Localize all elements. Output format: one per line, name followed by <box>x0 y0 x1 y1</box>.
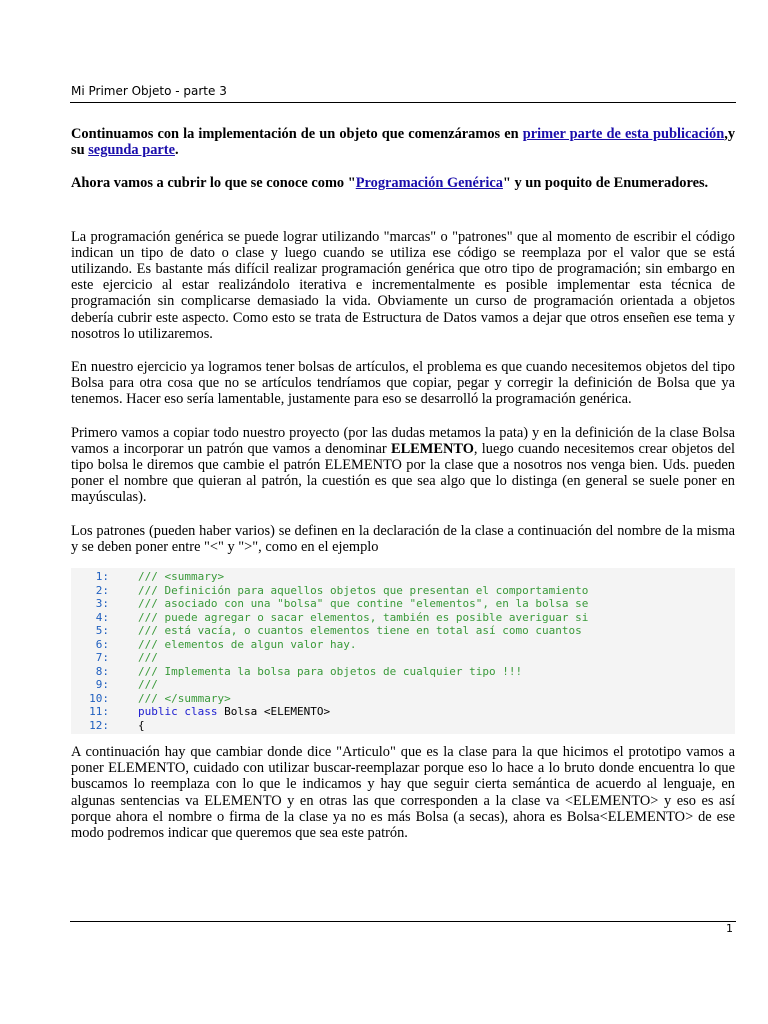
p3-element-keyword: ELEMENTO <box>390 440 474 457</box>
code-line <box>71 638 735 652</box>
line-number: 2: <box>95 583 109 597</box>
line-number: 8: <box>95 664 109 678</box>
code-comment: /// está vacía, o cuantos elementos tiene en total así como cuantos <box>138 624 582 638</box>
code-comment: /// puede agregar o sacar elementos, también es posible averiguar si <box>138 610 589 624</box>
p3-text-c: , luego cuando necesitemos crear objetos del tipo bolsa le diremos que cambie el patrón ELEMENTO por la clase que a nosotros nos venga bien. Uds. pueden poner el nombre que quieran al patrón, la cuestión es que sea algo que lo distinga (en general se suele poner en mayúsculas). <box>71 440 736 506</box>
paragraph-patterns-declaration: Los patrones (pueden haber varios) se definen en la declaración de la clase a continuación del nombre de la misma y se deben poner entre "<" y ">", como en el ejemplo <box>71 522 735 555</box>
intro-paragraph-1 <box>71 126 735 158</box>
code-line <box>71 692 735 706</box>
line-number: 10: <box>89 691 109 705</box>
line-number: 4: <box>95 610 109 624</box>
code-comment: /// <box>138 678 158 692</box>
code-comment: /// Implementa la bolsa para objetos de cualquier tipo !!! <box>138 664 523 678</box>
paragraph-replace-article: A continuación hay que cambiar donde dice "Articulo" que es la clase para la que hicimos el prototipo vamos a poner ELEMENTO, cuidado con utilizar buscar-reemplazar porque eso lo hace a lo bruto donde encuentra lo que buscamos lo reemplaza con lo que le indicamos y hay que seguir cierta semántica de acuerdo al lenguaje, en algunas sentencias va ELEMENTO y en otras las que corresponden a la clase va <ELEMENTO> y eso es así porque ahora el nombre o firma de la clase ya no es más Bolsa (a secas), ahora es Bolsa<ELEMENTO> de ese modo podremos indicar que queremos que sea este patrón. <box>71 744 735 842</box>
link-generic-programming[interactable]: Programación Genérica <box>355 175 503 192</box>
intro1-text-2: ,y su <box>71 126 736 159</box>
link-first-part[interactable]: primer parte de esta publicación <box>522 126 725 142</box>
code-brace: { <box>138 718 145 732</box>
code-line <box>71 584 735 598</box>
line-number: 12: <box>89 718 109 732</box>
line-number: 6: <box>95 637 109 651</box>
line-number: 9: <box>95 678 109 692</box>
code-comment: /// elementos de algun valor hay. <box>138 637 357 651</box>
intro1-text-1: Continuamos con la implementación de un objeto que comenzáramos en <box>71 126 523 142</box>
keyword-class: class <box>184 705 218 719</box>
paragraph-bags: En nuestro ejercicio ya logramos tener bolsas de artículos, el problema es que cuando necesitemos objetos del tipo Bolsa para otra cosa que no se artículos tendríamos que copiar, pegar y corregir la definición de Bolsa que ya tenemos. Hacer eso sería lamentable, justamente para eso se desarrolló la programación genérica. <box>71 359 735 408</box>
paragraph-generic-intro: La programación genérica se puede lograr utilizando "marcas" o "patrones" que al momento de escribir el código indican un tipo de dato o clase y luego cuando se utiliza ese código se reemplaza por el valor que se está utilizando. Es bastante más difícil realizar programación genérica que otro tipo de programación; sin embargo en este ejercicio al estar realizándolo iterativa e incrementalmente es posible implementar esta técnica de programación sin complicarse demasiado la vida. Obviamente un curso de programación orientada a objetos debería cubrir este aspecto. Como esto se trata de Estructura de Datos vamos a dejar que otros enseñen ese tema y nosotros lo utilizaremos. <box>71 228 735 342</box>
code-comment: /// asociado con una "bolsa" que contine "elementos", en la bolsa se <box>138 597 589 611</box>
keyword-public: public <box>138 705 178 719</box>
code-declaration <box>109 705 330 719</box>
document-body <box>71 126 735 841</box>
code-line <box>71 651 735 665</box>
paragraph-pattern <box>71 425 735 506</box>
line-number: 3: <box>95 597 109 611</box>
footer-rule <box>70 921 736 922</box>
code-line <box>71 624 735 638</box>
intro2-text-1: Ahora vamos a cubrir lo que se conoce como " <box>71 175 356 192</box>
code-line <box>71 719 735 733</box>
link-second-part[interactable]: segunda parte <box>88 142 175 159</box>
code-block <box>71 568 735 734</box>
header-rule <box>70 102 736 103</box>
line-number: 7: <box>95 651 109 665</box>
code-comment: /// <box>138 651 158 665</box>
line-number: 1: <box>95 570 109 584</box>
p3-text-a: Primero vamos a copiar todo nuestro proyecto (por las dudas metamos la pata) y en la definición de la clase Bolsa vamos a incorporar un patrón que vamos a denominar <box>71 424 735 457</box>
code-comment: /// Definición para aquellos objetos que presentan el comportamiento <box>138 583 589 597</box>
code-line <box>71 665 735 679</box>
code-line <box>71 597 735 611</box>
class-signature: Bolsa <ELEMENTO> <box>217 705 331 719</box>
line-number: 11: <box>89 705 109 719</box>
page-header: Mi Primer Objeto - parte 3 <box>71 84 227 98</box>
code-comment: /// <summary> <box>138 570 225 584</box>
intro2-text-2: " y un poquito de Enumeradores. <box>502 175 709 192</box>
line-number: 5: <box>95 624 109 638</box>
code-comment: /// </summary> <box>138 691 231 705</box>
code-line <box>71 705 735 719</box>
code-line <box>71 678 735 692</box>
intro-paragraph-2 <box>71 175 735 191</box>
code-line <box>71 611 735 625</box>
code-line <box>71 570 735 584</box>
page-number: 1 <box>726 922 733 935</box>
intro1-text-3: . <box>174 142 179 159</box>
